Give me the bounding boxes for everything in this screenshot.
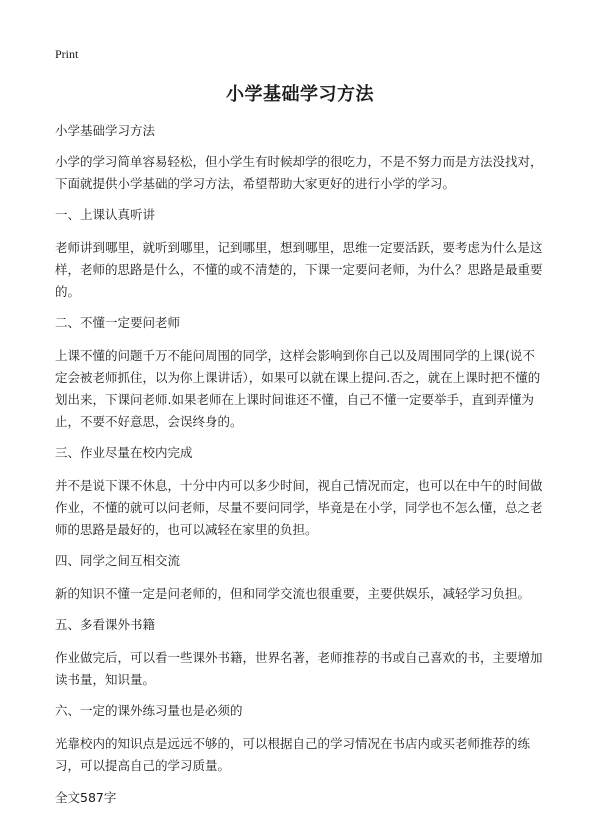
article-subtitle: 小学基础学习方法	[55, 123, 156, 138]
section-body-3: 并不是说下课不休息，十分中内可以多少时间，视自己情况而定，也可以在中午的时间做作业，不懂的就可以问老师，尽量不要问同学，毕竟是在小学，同学也不怎么懂，总之老师的思路是最好的，也可以减轻在家里的负担。	[55, 478, 543, 537]
section-heading-2: 二、不懂一定要问老师	[55, 315, 181, 330]
section-body-4: 新的知识不懂一定是问老师的，但和同学交流也很重要，主要供娱乐，减轻学习负担。	[55, 586, 531, 601]
intro-paragraph: 小学的学习简单容易轻松，但小学生有时候却学的很吃力，不是不努力而是方法没找对，下面就提供小学基础的学习方法，希望帮助大家更好的进行小学的学习。	[55, 154, 543, 191]
section-heading-5: 五、多看课外书籍	[55, 617, 156, 632]
print-link[interactable]: Print	[55, 47, 79, 61]
section-heading-3: 三、作业尽量在校内完成	[55, 445, 193, 460]
page-title: 小学基础学习方法	[226, 84, 374, 105]
section-body-1: 老师讲到哪里，就听到哪里，记到哪里，想到哪里，思维一定要活跃，要考虑为什么是这样，老师的思路是什么，不懂的或不清楚的，下课一定要问老师，为什么？思路是最重要的。	[55, 240, 543, 299]
word-count: 全文587字	[55, 790, 117, 805]
section-heading-1: 一、上课认真听讲	[55, 207, 156, 222]
section-heading-6: 六、一定的课外练习量也是必须的	[55, 703, 243, 718]
article-body	[55, 120, 543, 809]
section-heading-4: 四、同学之间互相交流	[55, 553, 181, 568]
section-body-2: 上课不懂的问题千万不能问周围的同学，这样会影响到你自己以及周围同学的上课(说不定会被老师抓住，以为你上课讲话），如果可以就在课上提问.否之，就在上课时把不懂的划出来，下课问老师.如果老师在上课时间谁还不懂，自己不懂一定要举手，直到弄懂为止，不要不好意思，会误终身的。	[55, 348, 541, 429]
section-body-5: 作业做完后，可以看一些课外书籍，世界名著，老师推荐的书或自己喜欢的书，主要增加读书量，知识量。	[55, 650, 543, 687]
section-body-6: 光靠校内的知识点是远远不够的，可以根据自己的学习情况在书店内或买老师推荐的练习，可以提高自己的学习质量。	[55, 736, 531, 773]
